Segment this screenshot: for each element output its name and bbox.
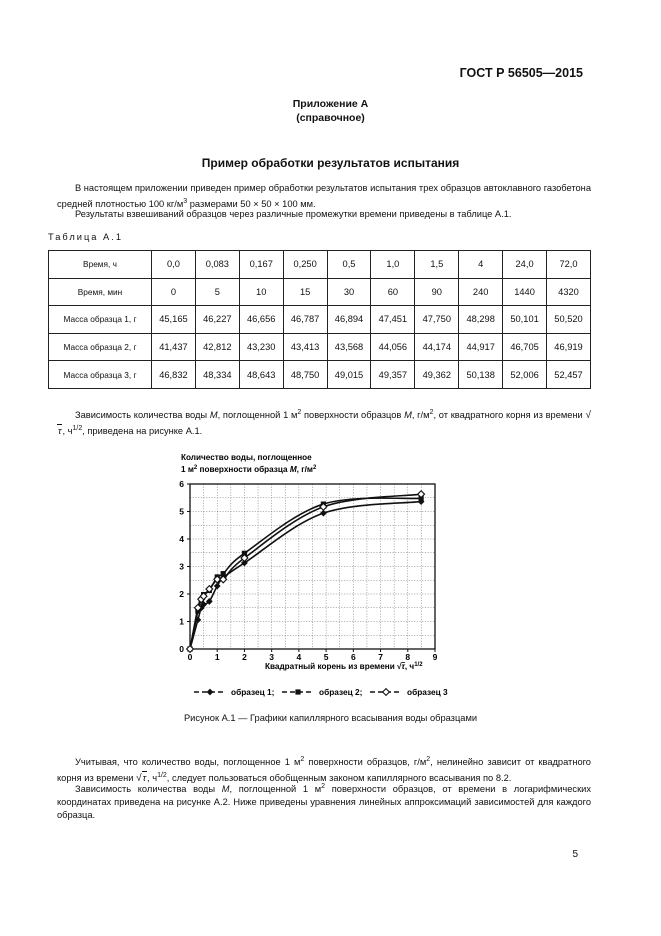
table-cell: 46,705 bbox=[503, 333, 547, 361]
chart-ticks bbox=[179, 479, 437, 662]
table-row-label: Время, ч bbox=[49, 251, 152, 279]
legend-marker bbox=[207, 689, 214, 696]
appendix-heading bbox=[0, 97, 661, 125]
conclusion-paragraph-1: Учитывая, что количество воды, поглощенное 1 $м^2$ поверхности образцов, $г/м^2$, нелинейно зависит от квадратного корня из времени √τ, $ч^{1/2}$, следует пользоваться обобщенным законом капиллярного всасывания по 8.2. bbox=[57, 756, 591, 785]
table-row-label: Масса образца 1, г bbox=[49, 306, 152, 334]
table-cell: 240 bbox=[459, 278, 503, 306]
table-cell: 0 bbox=[152, 278, 196, 306]
chart-xlabel: Квадратный корень из времени √τ, $ч^{1/2}$ bbox=[265, 662, 423, 671]
table-cell: 50,101 bbox=[503, 306, 547, 334]
table-cell: 43,230 bbox=[239, 333, 283, 361]
table-cell: 48,334 bbox=[195, 361, 239, 389]
table-caption: Таблица А.1 bbox=[48, 232, 123, 242]
table-cell: 0,0 bbox=[152, 251, 196, 279]
table-cell: 1440 bbox=[503, 278, 547, 306]
appendix-title: Приложение А bbox=[292, 98, 369, 110]
table-cell: 1,0 bbox=[371, 251, 415, 279]
table-cell: 44,917 bbox=[459, 333, 503, 361]
appendix-note: (справочное) bbox=[296, 112, 365, 124]
dependency-paragraph: Зависимость количества воды M, поглощенной 1 $м^2$ поверхности образцов M, $г/м^2$, от квадратного корня из времени √τ, $ч^{1/2}$, приведена на рисунке А.1. bbox=[58, 409, 591, 437]
chart-legend bbox=[194, 687, 448, 697]
series-2 bbox=[187, 496, 423, 652]
table-cell: 50,520 bbox=[547, 306, 591, 334]
capillary-chart bbox=[160, 448, 480, 703]
table-cell: 0,5 bbox=[327, 251, 371, 279]
x-tick-label: 8 bbox=[405, 652, 411, 662]
table-cell: 45,165 bbox=[152, 306, 196, 334]
chart-ylabel-line2: 1 $м^2$ поверхности образца M, $г/м^2$ bbox=[181, 465, 317, 474]
y-tick-label: 0 bbox=[179, 644, 184, 654]
table-cell: 10 bbox=[239, 278, 283, 306]
intro-paragraph-2: Результаты взвешиваний образцов через различные промежутки времени приведены в таблице А.1. bbox=[75, 209, 512, 219]
table-cell: 46,832 bbox=[152, 361, 196, 389]
table-cell: 44,174 bbox=[415, 333, 459, 361]
table-cell: 43,413 bbox=[283, 333, 327, 361]
x-tick-label: 0 bbox=[187, 652, 193, 662]
table-row-label: Время, мин bbox=[49, 278, 152, 306]
x-tick-label: 1 bbox=[214, 652, 220, 662]
table-cell: 46,656 bbox=[239, 306, 283, 334]
legend-label: образец 1; bbox=[231, 687, 275, 697]
table-cell: 46,919 bbox=[547, 333, 591, 361]
x-tick-label: 9 bbox=[432, 652, 438, 662]
table-cell: 50,138 bbox=[459, 361, 503, 389]
table-cell: 4 bbox=[459, 251, 503, 279]
table-row-label: Масса образца 3, г bbox=[49, 361, 152, 389]
table-row bbox=[49, 278, 591, 306]
table-cell: 48,298 bbox=[459, 306, 503, 334]
y-tick-label: 4 bbox=[179, 534, 184, 544]
x-tick-label: 4 bbox=[296, 652, 302, 662]
table-cell: 0,250 bbox=[283, 251, 327, 279]
table-cell: 0,083 bbox=[195, 251, 239, 279]
x-tick-label: 7 bbox=[378, 652, 383, 662]
table-cell: 47,750 bbox=[415, 306, 459, 334]
y-tick-label: 1 bbox=[179, 616, 184, 627]
legend-marker bbox=[295, 689, 300, 694]
table-cell: 24,0 bbox=[503, 251, 547, 279]
table-row bbox=[49, 251, 591, 279]
data-point bbox=[214, 583, 221, 590]
chart-series bbox=[187, 491, 425, 653]
table-cell: 41,437 bbox=[152, 333, 196, 361]
standard-header: ГОСТ Р 56505—2015 bbox=[459, 66, 583, 80]
table-cell: 72,0 bbox=[547, 251, 591, 279]
table-row bbox=[49, 333, 591, 361]
table-cell: 42,812 bbox=[195, 333, 239, 361]
x-tick-label: 5 bbox=[323, 652, 329, 662]
conclusion-paragraph-2: Зависимость количества воды M, поглощенной 1 $м^2$ поверхности образцов, от времени в логарифмических координатах приведена на рисунке А.2. Ниже приведены уравнения линейных аппроксимаций зависимостей для каждого образца. bbox=[57, 783, 591, 821]
intro-paragraph-1: В настоящем приложении приведен пример обработки результатов испытания трех образцов автоклавного газобетона средней плотностью 100 $кг/м^3$ размерами 50 × 50 × 100 мм. bbox=[57, 183, 591, 210]
table-cell: 43,568 bbox=[327, 333, 371, 361]
table-row bbox=[49, 361, 591, 389]
legend-label: образец 2; bbox=[319, 687, 363, 697]
x-tick-label: 2 bbox=[242, 652, 247, 662]
chart-ylabel-line1: Количество воды, поглощенное bbox=[181, 453, 312, 462]
table-cell: 46,787 bbox=[283, 306, 327, 334]
table-cell: 4320 bbox=[547, 278, 591, 306]
table-cell: 48,750 bbox=[283, 361, 327, 389]
table-cell: 49,015 bbox=[327, 361, 371, 389]
section-title: Пример обработки результатов испытания bbox=[201, 156, 460, 170]
figure-caption: Рисунок А.1 — Графики капиллярного всасывания воды образцами bbox=[183, 713, 478, 723]
y-tick-label: 2 bbox=[179, 589, 184, 599]
table-cell: 5 bbox=[195, 278, 239, 306]
legend-marker bbox=[383, 689, 390, 696]
y-tick-label: 3 bbox=[179, 561, 184, 572]
table-cell: 30 bbox=[327, 278, 371, 306]
table-cell: 49,357 bbox=[371, 361, 415, 389]
table-cell: 60 bbox=[371, 278, 415, 306]
table-cell: 52,006 bbox=[503, 361, 547, 389]
table-cell: 90 bbox=[415, 278, 459, 306]
y-tick-label: 6 bbox=[179, 479, 184, 489]
legend-label: образец 3 bbox=[407, 687, 448, 697]
page-number: 5 bbox=[572, 849, 578, 860]
table-cell: 1,5 bbox=[415, 251, 459, 279]
table-cell: 48,643 bbox=[239, 361, 283, 389]
table-row-label: Масса образца 2, г bbox=[49, 333, 152, 361]
table-cell: 44,056 bbox=[371, 333, 415, 361]
table-cell: 46,227 bbox=[195, 306, 239, 334]
table-cell: 0,167 bbox=[239, 251, 283, 279]
table-cell: 46,894 bbox=[327, 306, 371, 334]
data-table bbox=[48, 250, 591, 389]
y-tick-label: 5 bbox=[179, 506, 184, 517]
table-cell: 52,457 bbox=[547, 361, 591, 389]
table-cell: 47,451 bbox=[371, 306, 415, 334]
table-row bbox=[49, 306, 591, 334]
table-cell: 49,362 bbox=[415, 361, 459, 389]
table-cell: 15 bbox=[283, 278, 327, 306]
x-tick-label: 6 bbox=[350, 652, 356, 662]
x-tick-label: 3 bbox=[269, 652, 275, 662]
